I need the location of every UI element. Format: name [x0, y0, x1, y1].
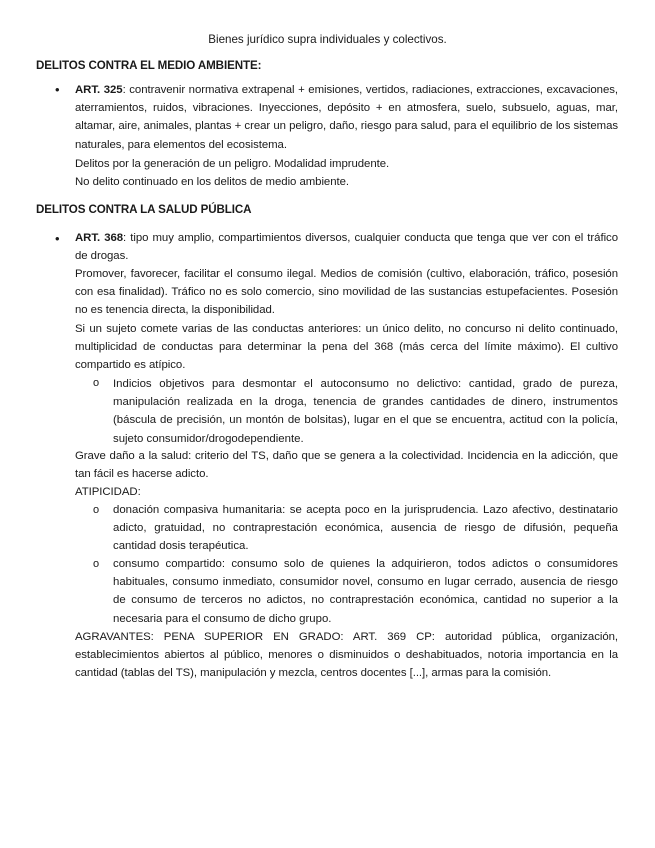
sub-bullet-icon: o — [93, 558, 100, 570]
medio-ambiente-line-2: No delito continuado en los delitos de medio ambiente. — [75, 176, 350, 188]
art-325-label: ART. 325 — [75, 84, 123, 96]
sub-bullet-icon: o — [93, 504, 100, 516]
salud-paragraph-varias-conductas: Si un sujeto comete varias de las conductas anteriores: un único delito, no concurso ni delito continuado, multiplicidad de conductas para determinar la pena del 368 (más cerca del límite máximo). El cultivo compartido es atípico. — [75, 323, 618, 372]
bullet-icon: • — [55, 82, 60, 97]
sub-item-donacion: donación compasiva humanitaria: se acepta poco en la jurisprudencia. Lazo afectivo, destinatario adicto, gratuidad, no contraprestación económica, ausencia de riesgo de difusión, pequeña cantidad dosis terapéutica. — [113, 504, 618, 553]
art-368-text: : tipo muy amplio, compartimientos diversos, cualquier conducta que tenga que ver con el tráfico de drogas. — [75, 232, 618, 263]
bullet-icon: • — [55, 231, 60, 246]
salud-paragraph-grave-dano: Grave daño a la salud: criterio del TS, daño que se genera a la colectividad. Incidencia en la adicción, que tan fácil es hacerse adicto. — [75, 450, 618, 481]
section-title-medio-ambiente: DELITOS CONTRA EL MEDIO AMBIENTE: — [36, 59, 262, 72]
art-325-paragraph — [75, 81, 618, 154]
sub-item-indicios: Indicios objetivos para desmontar el autoconsumo no delictivo: cantidad, grado de pureza, manipulación realizada en la droga, tenencia de grandes cantidades de dinero, instrumentos (báscula de precisión, un montón de bolsitas), lugar en el que se encuentra, actitud con la policía, sujeto consumidor/drogodependiente. — [113, 378, 618, 445]
salud-paragraph-agravantes: AGRAVANTES: PENA SUPERIOR EN GRADO: ART. 369 CP: autoridad pública, organización, establecimientos abiertos al público, menores o disminuidos o deshabituados, notoria importancia en la cantidad (tablas del TS), manipulación y mezcla, centros docentes [...], armas para la comisión. — [75, 631, 618, 680]
document-header: Bienes jurídico supra individuales y colectivos. — [208, 33, 447, 46]
art-368-paragraph — [75, 229, 618, 265]
art-325-text: : contravenir normativa extrapenal + emisiones, vertidos, radiaciones, extracciones, excavaciones, aterramientos, ruidos, vibraciones. Inyecciones, depósito + en atmosfera, suelo, subsuelo, aguas, mar, altamar, aire, animales, plantas + crear un peligro, daño, riesgo para salud, para el equilibrio de los sistemas naturales, para elementos del ecosistema. — [75, 84, 618, 151]
atipicidad-label: ATIPICIDAD: — [75, 486, 141, 498]
art-368-label: ART. 368 — [75, 232, 124, 244]
medio-ambiente-line-1: Delitos por la generación de un peligro. Modalidad imprudente. — [75, 158, 390, 170]
sub-bullet-icon: o — [93, 377, 100, 389]
section-title-salud-publica: DELITOS CONTRA LA SALUD PÚBLICA — [36, 203, 252, 216]
sub-item-consumo-compartido: consumo compartido: consumo solo de quienes la adquirieron, todos adictos o consumidores habituales, consumo inmediato, consumidor novel, consumo en lugar cerrado, ausencia de riesgo de consumo de terceros no adictos, no contraprestación económica, cantidad no superior a la necesaria para el consumo de dicho grupo. — [113, 558, 618, 625]
salud-paragraph-promover: Promover, favorecer, facilitar el consumo ilegal. Medios de comisión (cultivo, elaboración, tráfico, posesión con esa finalidad). Tráfico no es solo comercio, sino movilidad de las sustancias estupefacientes. Posesión no es tenencia directa, la disponibilidad. — [75, 268, 618, 317]
